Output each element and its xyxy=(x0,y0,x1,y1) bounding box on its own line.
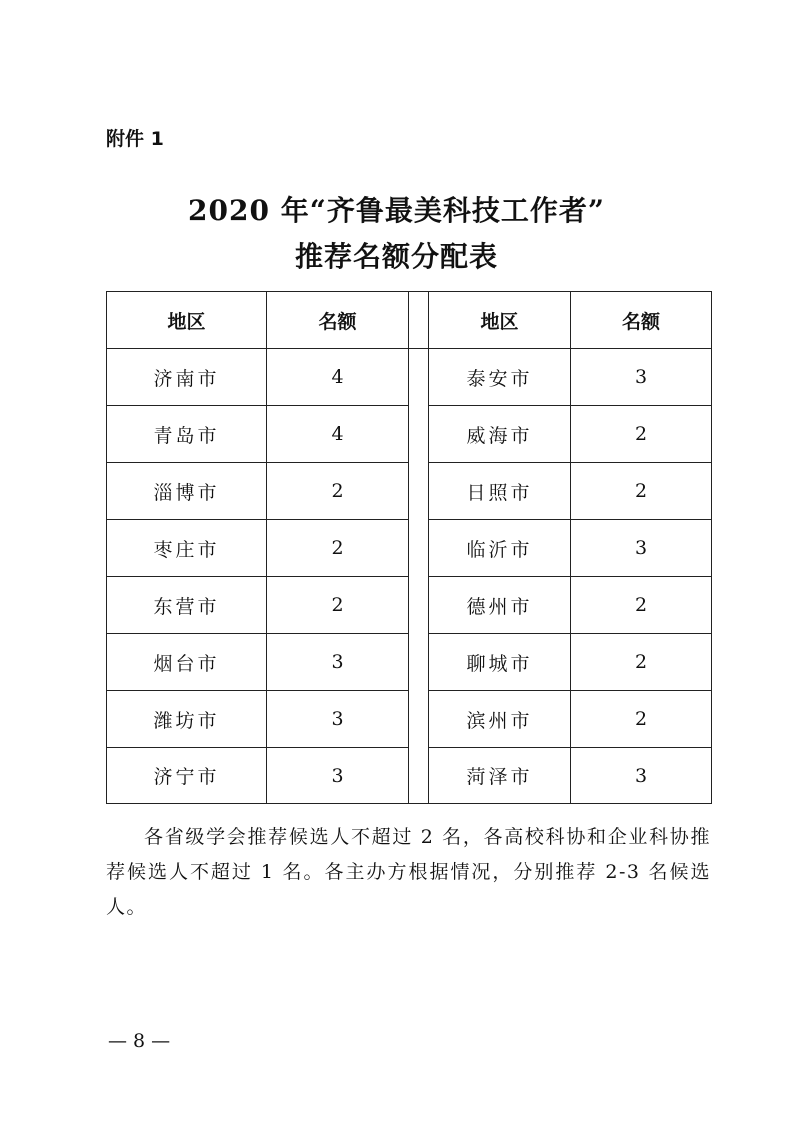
quota-cell: 3 xyxy=(571,748,712,804)
table-header-row xyxy=(107,292,712,349)
table-row xyxy=(107,349,712,406)
column-gap xyxy=(409,634,429,691)
region-cell: 济宁市 xyxy=(107,748,267,804)
page-number: — 8 — xyxy=(108,1030,171,1052)
quota-cell: 3 xyxy=(267,748,409,804)
quota-cell: 2 xyxy=(267,463,409,520)
region-cell: 潍坊市 xyxy=(107,691,267,748)
region-cell: 日照市 xyxy=(429,463,571,520)
region-cell: 聊城市 xyxy=(429,634,571,691)
region-cell: 德州市 xyxy=(429,577,571,634)
quota-cell: 4 xyxy=(267,406,409,463)
quota-cell: 3 xyxy=(267,691,409,748)
quota-cell: 4 xyxy=(267,349,409,406)
quota-cell: 3 xyxy=(571,520,712,577)
table-row xyxy=(107,691,712,748)
table-row xyxy=(107,463,712,520)
column-gap xyxy=(409,349,429,406)
quota-cell: 2 xyxy=(267,577,409,634)
quota-cell: 2 xyxy=(571,691,712,748)
table-row xyxy=(107,577,712,634)
title-line-2: 推荐名额分配表 xyxy=(294,240,498,273)
header-region-right: 地区 xyxy=(429,292,571,349)
region-cell: 青岛市 xyxy=(107,406,267,463)
region-cell: 济南市 xyxy=(107,349,267,406)
column-gap xyxy=(409,406,429,463)
note-paragraph: 各省级学会推荐候选人不超过 2 名，各高校科协和企业科协推荐候选人不超过 1 名。各主办方根据情况，分别推荐 2-3 名候选人。 xyxy=(106,826,711,918)
region-cell: 菏泽市 xyxy=(429,748,571,804)
region-cell: 烟台市 xyxy=(107,634,267,691)
table-row xyxy=(107,748,712,804)
header-quota-left: 名额 xyxy=(267,292,409,349)
document-title xyxy=(0,188,793,280)
column-gap xyxy=(409,577,429,634)
attachment-label: 附件 1 xyxy=(106,128,164,150)
quota-cell: 2 xyxy=(571,463,712,520)
quota-cell: 2 xyxy=(571,577,712,634)
column-gap xyxy=(409,691,429,748)
quota-cell: 3 xyxy=(267,634,409,691)
region-cell: 淄博市 xyxy=(107,463,267,520)
column-gap xyxy=(409,748,429,804)
table-row xyxy=(107,406,712,463)
region-cell: 威海市 xyxy=(429,406,571,463)
column-gap xyxy=(409,292,429,349)
table-row xyxy=(107,520,712,577)
title-line-1: 2020 年“齐鲁最美科技工作者” xyxy=(188,194,605,227)
region-cell: 枣庄市 xyxy=(107,520,267,577)
quota-cell: 3 xyxy=(571,349,712,406)
region-cell: 泰安市 xyxy=(429,349,571,406)
quota-table xyxy=(106,291,712,804)
quota-cell: 2 xyxy=(571,634,712,691)
quota-cell: 2 xyxy=(571,406,712,463)
column-gap xyxy=(409,463,429,520)
region-cell: 东营市 xyxy=(107,577,267,634)
header-region-left: 地区 xyxy=(107,292,267,349)
column-gap xyxy=(409,520,429,577)
header-quota-right: 名额 xyxy=(571,292,712,349)
quota-cell: 2 xyxy=(267,520,409,577)
table-row xyxy=(107,634,712,691)
region-cell: 临沂市 xyxy=(429,520,571,577)
region-cell: 滨州市 xyxy=(429,691,571,748)
